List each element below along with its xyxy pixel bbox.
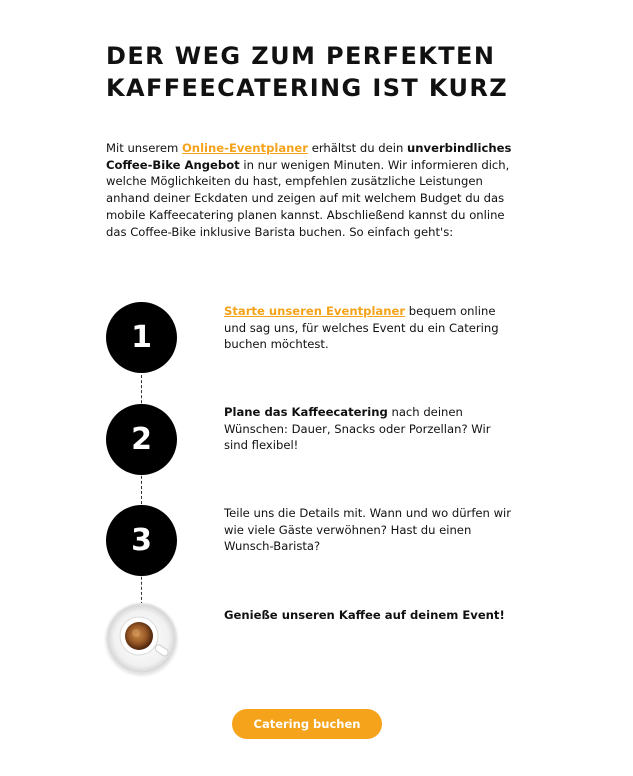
start-eventplaner-link[interactable]: Starte unseren Eventplaner <box>224 304 406 318</box>
step-4-text <box>224 607 514 624</box>
intro-text-3: in nur wenigen Minuten. Wir informieren dich, welche Möglichkeiten du hast, empfehlen zusätzliche Leistungen anhand deiner Eckdaten und zeigen auf mit welchem Budget du das mobile Kaffeecatering planen kannst. Abschließend kannst du online das Coffee-Bike inklusive Barista buchen. So einfach geht's: <box>106 157 510 239</box>
page-title-line-2: KAFFEECATERING IST KURZ <box>106 74 509 102</box>
step-3-text <box>224 505 514 555</box>
step-1-description: bequem online und sag uns, für welches Event du ein Catering buchen möchtest. <box>224 304 499 352</box>
coffee-cup-icon <box>106 603 177 674</box>
step-2-bold: Plane das Kaffeecatering <box>224 405 388 419</box>
intro-bold-offer: unverbindliches Coffee-Bike Angebot <box>106 141 512 172</box>
step-1-text <box>224 303 514 353</box>
step-4-bold: Genieße unseren Kaffee auf deinem Event! <box>224 608 505 622</box>
catering-buchen-button[interactable]: Catering buchen <box>232 709 382 739</box>
coffee-cup-drawing <box>106 603 177 674</box>
step-1-circle <box>106 302 177 373</box>
step-3-description: Teile uns die Details mit. Wann und wo dürfen wir wie viele Gäste verwöhnen? Hast du einen Wunsch-Barista? <box>224 506 512 554</box>
step-2-description: nach deinen Wünschen: Dauer, Snacks oder Porzellan? Wir sind flexibel! <box>224 405 491 453</box>
step-3-number: 3 <box>131 523 152 558</box>
online-eventplaner-link[interactable]: Online-Eventplaner <box>181 141 309 155</box>
page-title-line-1: DER WEG ZUM PERFEKTEN <box>106 42 496 70</box>
step-3-circle <box>106 505 177 576</box>
intro-text-1: Mit unserem <box>106 141 182 155</box>
step-2-circle <box>106 404 177 475</box>
intro-paragraph <box>106 140 516 240</box>
step-2-text <box>224 404 514 454</box>
step-2-number: 2 <box>131 422 152 457</box>
page-title <box>106 40 526 104</box>
step-1-number: 1 <box>131 320 152 355</box>
intro-text-2: erhältst du dein <box>308 141 408 155</box>
